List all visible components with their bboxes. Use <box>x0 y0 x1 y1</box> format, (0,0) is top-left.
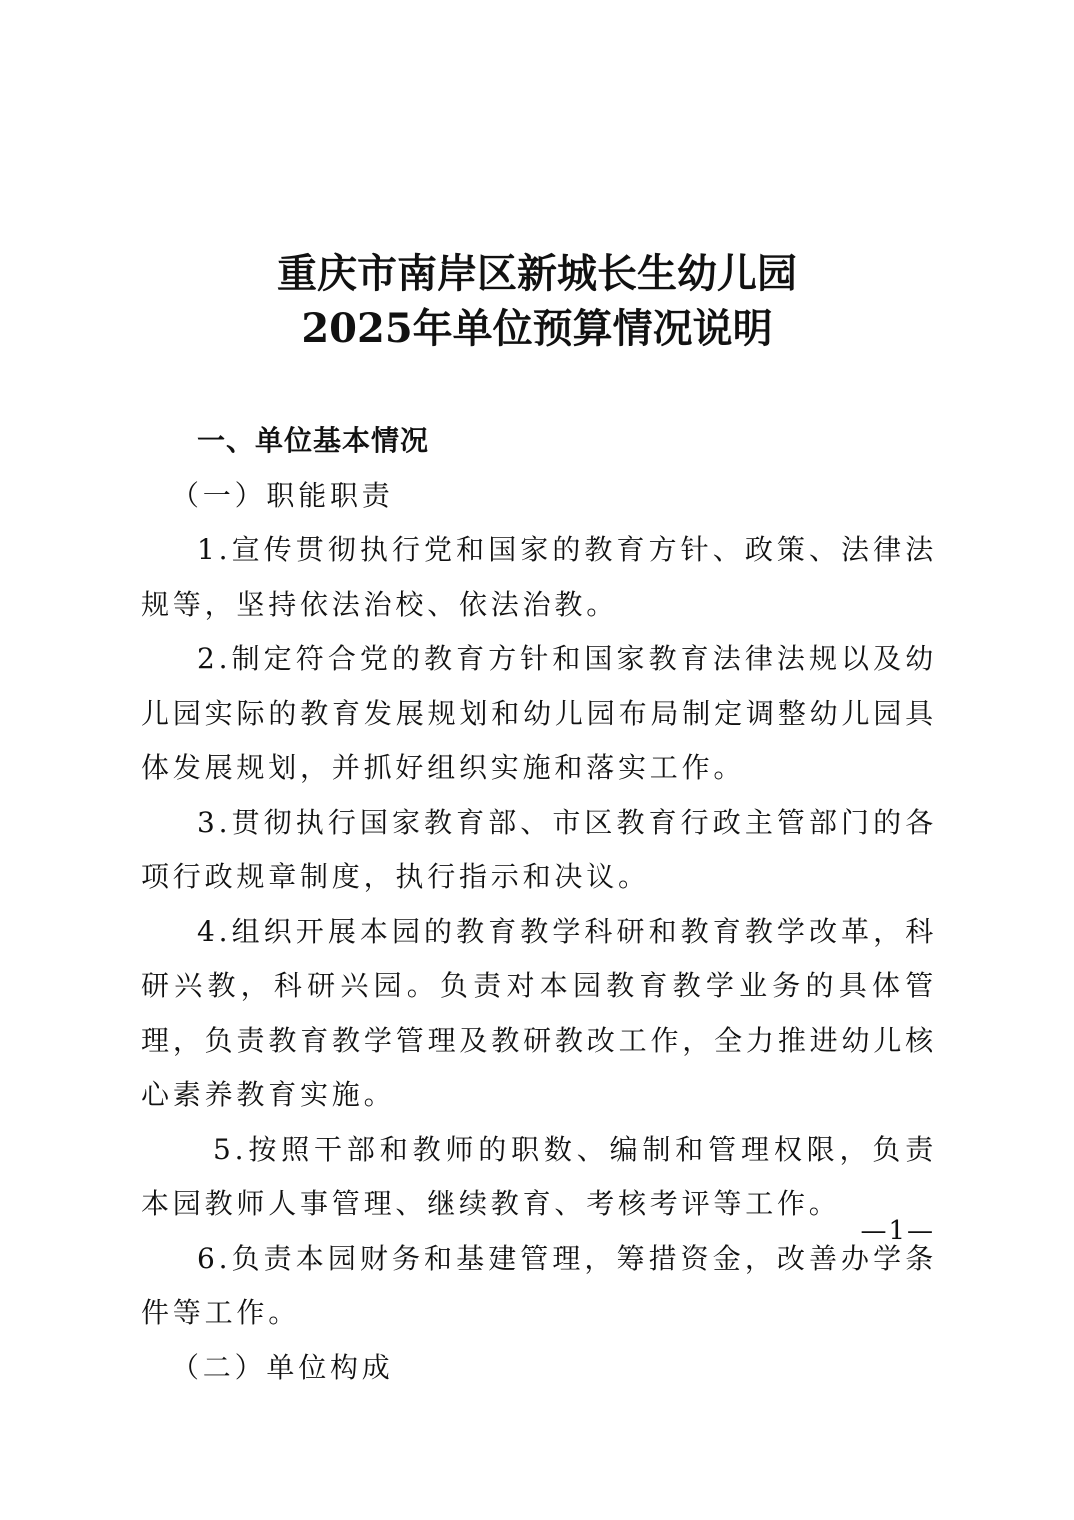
document-title <box>0 246 1074 356</box>
subsection-heading-composition: （二）单位构成 <box>171 1350 394 1384</box>
paragraph-item-2: 2.制定符合党的教育方针和国家教育法律法规以及幼儿园实际的教育发展规划和幼儿园布局制定调整幼儿园具体发展规划，并抓好组织实施和落实工作。 <box>141 642 937 784</box>
paragraph-item-4: 4.组织开展本园的教育教学科研和教育教学改革，科研兴教，科研兴园。负责对本园教育教学业务的具体管理，负责教育教学管理及教研教改工作，全力推进幼儿核心素养教育实施。 <box>141 914 937 1111</box>
section-heading: 一、单位基本情况 <box>197 424 430 457</box>
page-number: —1— <box>860 1216 935 1246</box>
document-body <box>141 414 937 1395</box>
paragraph-item-1: 1.宣传贯彻执行党和国家的教育方针、政策、法律法规等，坚持依法治校、依法治教。 <box>141 533 937 621</box>
title-line-1: 重庆市南岸区新城长生幼儿园 <box>277 250 797 297</box>
paragraph-item-6: 6.负责本园财务和基建管理，筹措资金，改善办学条件等工作。 <box>141 1241 937 1329</box>
subsection-heading-functions: （一）职能职责 <box>171 478 394 512</box>
paragraph-item-5: 5.按照干部和教师的职数、编制和管理权限，负责本园教师人事管理、继续教育、考核考评等工作。 <box>141 1132 937 1220</box>
title-line-2: 2025年单位预算情况说明 <box>301 305 773 352</box>
paragraph-item-3: 3.贯彻执行国家教育部、市区教育行政主管部门的各项行政规章制度，执行指示和决议。 <box>141 805 937 893</box>
